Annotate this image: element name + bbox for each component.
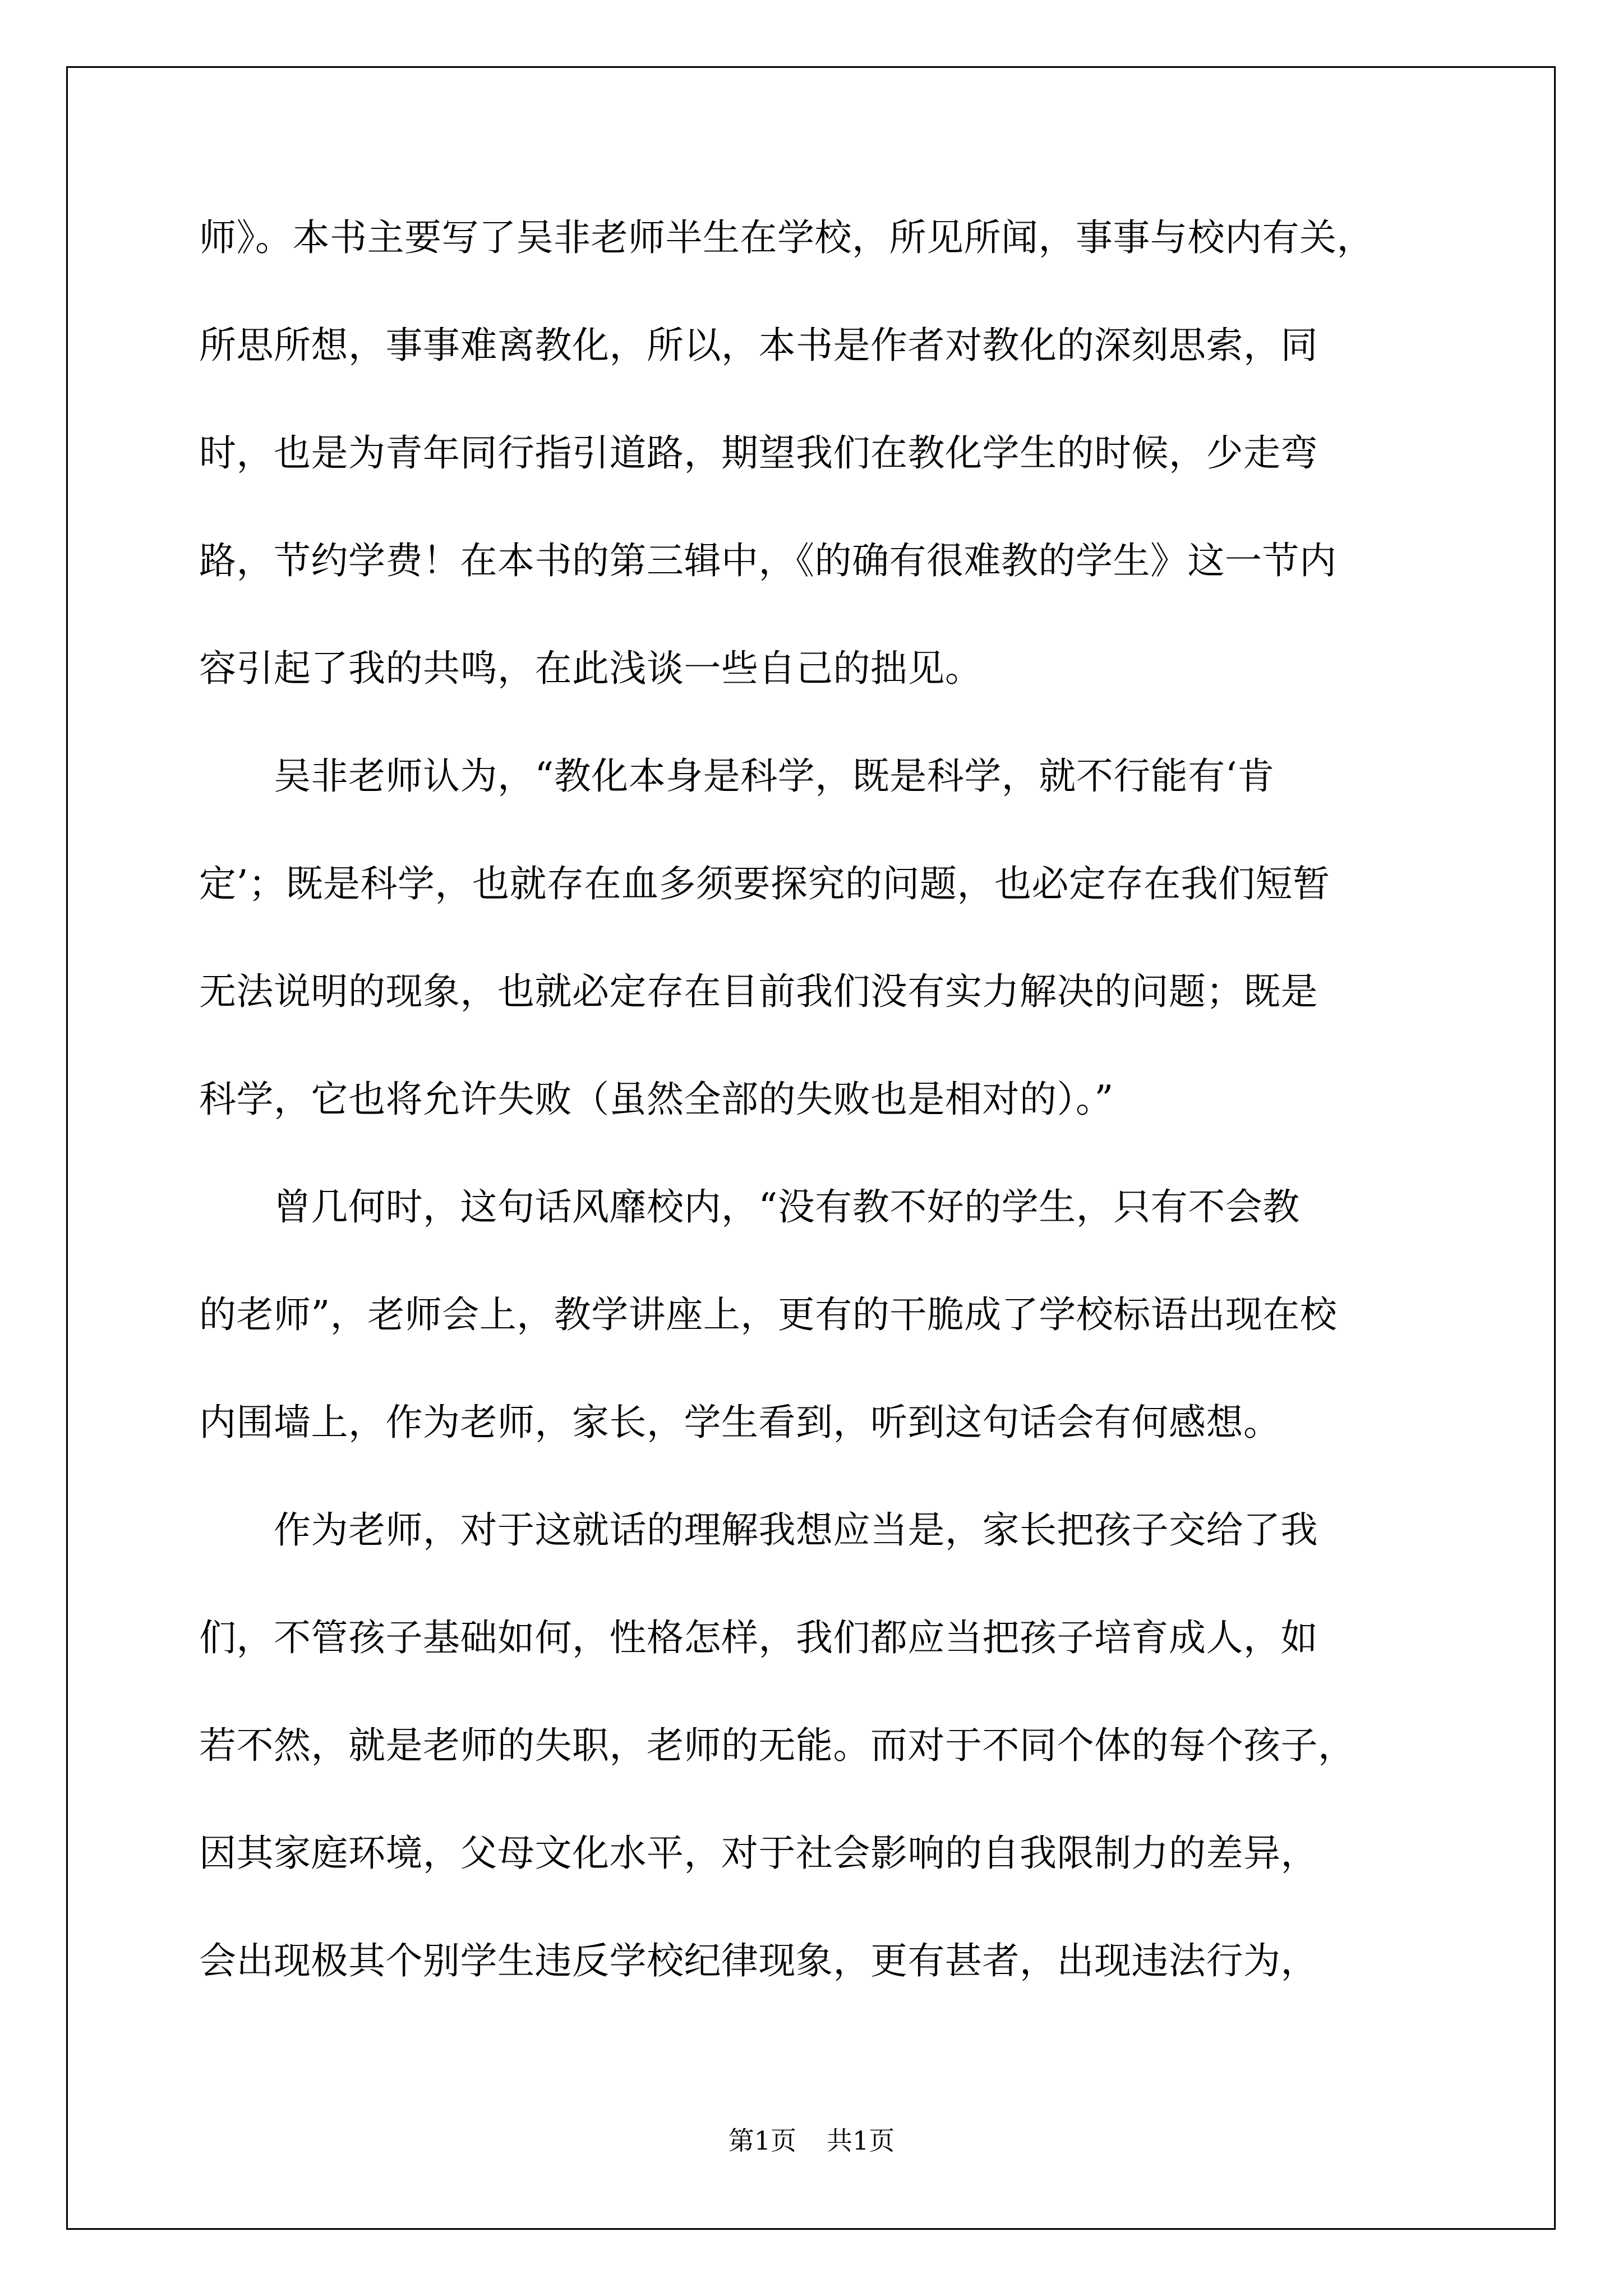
- text-line: 科学，它也将允许失败（虽然全部的失败也是相对的）。”: [199, 1078, 1114, 1121]
- text-line: 内围墙上，作为老师，家长，学生看到，听到这句话会有何感想。: [199, 1401, 1281, 1444]
- text-line: 定’；既是科学，也就存在血多须要探究的问题，也必定存在我们短暂: [199, 862, 1330, 905]
- text-line: 路，节约学费！在本书的第三辑中，《的确有很难教的学生》这一节内: [199, 539, 1337, 582]
- text-line: 吴非老师认为，“教化本身是科学，既是科学，就不行能有‘肯: [199, 754, 1275, 798]
- text-line: 的老师”，老师会上，教学讲座上，更有的干脆成了学校标语出现在校: [199, 1293, 1338, 1336]
- text-line: 无法说明的现象，也就必定存在目前我们没有实力解决的问题；既是: [199, 970, 1318, 1013]
- text-line: 容引起了我的共鸣，在此浅谈一些自己的拙见。: [199, 647, 983, 690]
- text-line: 若不然，就是老师的失职，老师的无能。而对于不同个体的每个孩子，: [199, 1724, 1355, 1767]
- text-line: 作为老师，对于这就话的理解我想应当是，家长把孩子交给了我: [199, 1508, 1318, 1552]
- document-body: [199, 206, 1433, 2037]
- page-number-total: 共1页: [827, 2125, 895, 2156]
- text-line: 师》。本书主要写了吴非老师半生在学校，所见所闻，事事与校内有关，: [199, 216, 1374, 259]
- text-line: 曾几何时，这句话风靡校内，“没有教不好的学生，只有不会教: [199, 1185, 1300, 1228]
- text-line: 时，也是为青年同行指引道路，期望我们在教化学生的时候，少走弯: [199, 431, 1318, 475]
- page-footer: [0, 2124, 1623, 2157]
- text-line: 因其家庭环境，父母文化水平，对于社会影响的自我限制力的差异，: [199, 1832, 1318, 1875]
- page-number-current: 第1页: [728, 2125, 796, 2156]
- text-line: 会出现极其个别学生违反学校纪律现象，更有甚者，出现违法行为，: [199, 1939, 1318, 1982]
- text-line: 们，不管孩子基础如何，性格怎样，我们都应当把孩子培育成人，如: [199, 1616, 1318, 1659]
- text-line: 所思所想，事事难离教化，所以，本书是作者对教化的深刻思索，同: [199, 324, 1318, 367]
